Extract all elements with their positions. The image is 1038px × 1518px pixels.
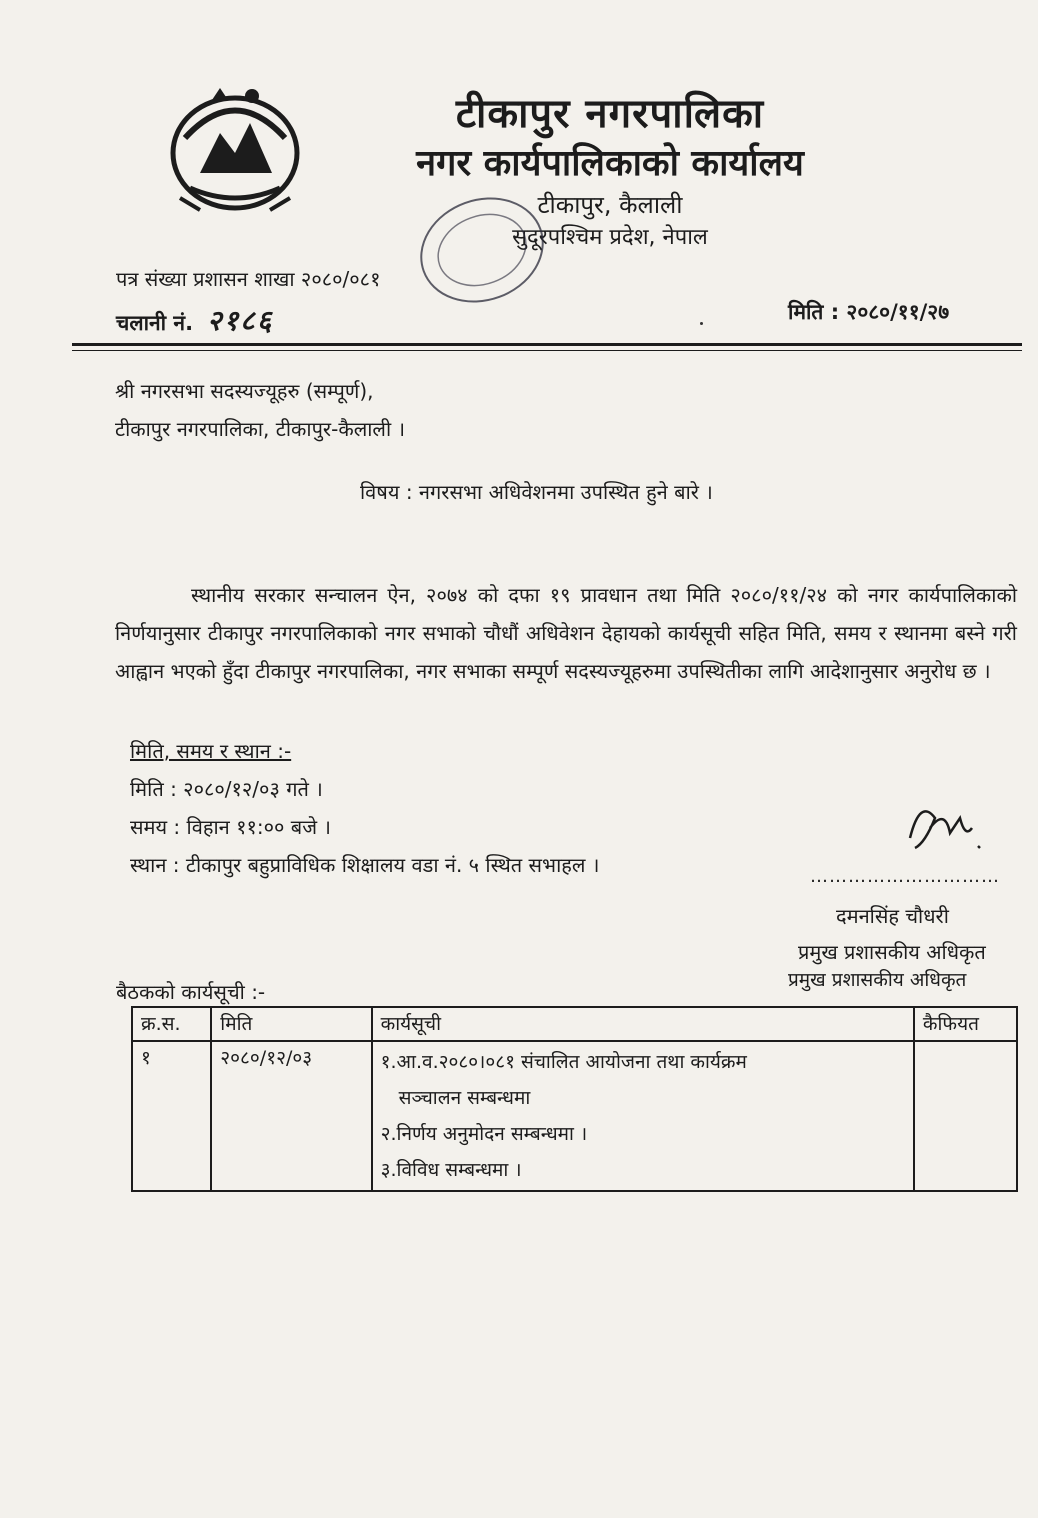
recipient-address — [115, 372, 405, 448]
agenda-table — [131, 1006, 1018, 1192]
signature-line: ………………………… — [810, 866, 1000, 887]
office-province: सुदूरपश्चिम प्रदेश, नेपाल — [512, 225, 708, 250]
office-location: टीकापुर, कैलाली — [537, 191, 683, 219]
header-divider-thin — [72, 350, 1022, 351]
cell-agenda-items — [372, 1041, 914, 1191]
signature-icon — [900, 788, 1000, 868]
office-stamp-icon — [412, 190, 552, 310]
dispatch-number-handwritten: २१८६ — [207, 304, 274, 337]
recipient-line-2: टीकापुर नगरपालिका, टीकापुर-कैलाली । — [115, 417, 406, 441]
table-row — [132, 1041, 1017, 1191]
dispatch-number — [116, 301, 273, 339]
agenda-label: बैठकको कार्यसूची :- — [116, 980, 266, 1004]
signatory-designation: प्रमुख प्रशासकीय अधिकृत — [798, 940, 986, 964]
meeting-heading: मिति, समय र स्थान :- — [130, 739, 292, 763]
ink-speck — [700, 322, 703, 325]
header-sn: क्र.स. — [132, 1007, 211, 1041]
header-agenda: कार्यसूची — [372, 1007, 914, 1041]
header-divider — [72, 343, 1022, 346]
recipient-line-1: श्री नगरसभा सदस्यज्यूहरु (सम्पूर्ण), — [115, 379, 374, 403]
municipality-name: टीकापुर नगरपालिका — [455, 91, 765, 137]
header-date: मिति — [211, 1007, 371, 1041]
dispatch-label: चलानी नं. — [116, 311, 194, 335]
cell-remarks — [914, 1041, 1017, 1191]
designation-stamp: प्रमुख प्रशासकीय अधिकृत — [788, 969, 967, 991]
letter-body-text: स्थानीय सरकार सन्चालन ऐन, २०७४ को दफा १९ प्रावधान तथा मिति २०८०/११/२४ को नगर कार्यपालिकाको निर्णयानुसार टीकापुर नगरपालिकाको नगर सभाको चौधौं अधिवेशन देहायको कार्यसूची सहित मिति, समय र स्थानमा बस्ने गरी आह्वान भएको हुँदा टीकापुर नगरपालिका, नगर सभाका सम्पूर्ण सदस्यज्यूहरुमा उपस्थितीका लागि आदेशानुसार अनुरोध छ । — [115, 583, 1017, 683]
agenda-item-3: ३.विविध सम्बन्धमा । — [380, 1159, 522, 1181]
meeting-time: समय : विहान ११:०० बजे । — [130, 815, 331, 839]
cell-date: २०८०/१२/०३ — [211, 1041, 371, 1191]
agenda-item-1: १.आ.व.२०८०।०८१ संचालित आयोजना तथा कार्यक्रम — [380, 1051, 747, 1073]
reference-number: पत्र संख्या प्रशासन शाखा २०८०/०८१ — [116, 267, 381, 291]
signatory-name: दमनसिंह चौधरी — [836, 904, 949, 928]
meeting-date: मिति : २०८०/१२/०३ गते । — [130, 777, 323, 801]
letter-date: मिति : २०८०/११/२७ — [788, 300, 950, 324]
header-remarks: कैफियत — [914, 1007, 1017, 1041]
office-name: नगर कार्यपालिकाको कार्यालय — [416, 143, 804, 184]
meeting-place: स्थान : टीकापुर बहुप्राविधिक शिक्षालय वडा नं. ५ स्थित सभाहल । — [130, 853, 600, 877]
cell-sn: १ — [132, 1041, 211, 1191]
nepal-emblem-icon — [160, 78, 310, 218]
letter-subject: विषय : नगरसभा अधिवेशनमा उपस्थित हुने बारे । — [360, 480, 713, 504]
agenda-header-row — [132, 1007, 1017, 1041]
letter-body — [115, 576, 1017, 690]
agenda-item-2: २.निर्णय अनुमोदन सम्बन्धमा । — [380, 1123, 588, 1145]
agenda-item-1-cont: सञ्चालन सम्बन्धमा — [398, 1087, 531, 1109]
meeting-details — [130, 732, 599, 884]
